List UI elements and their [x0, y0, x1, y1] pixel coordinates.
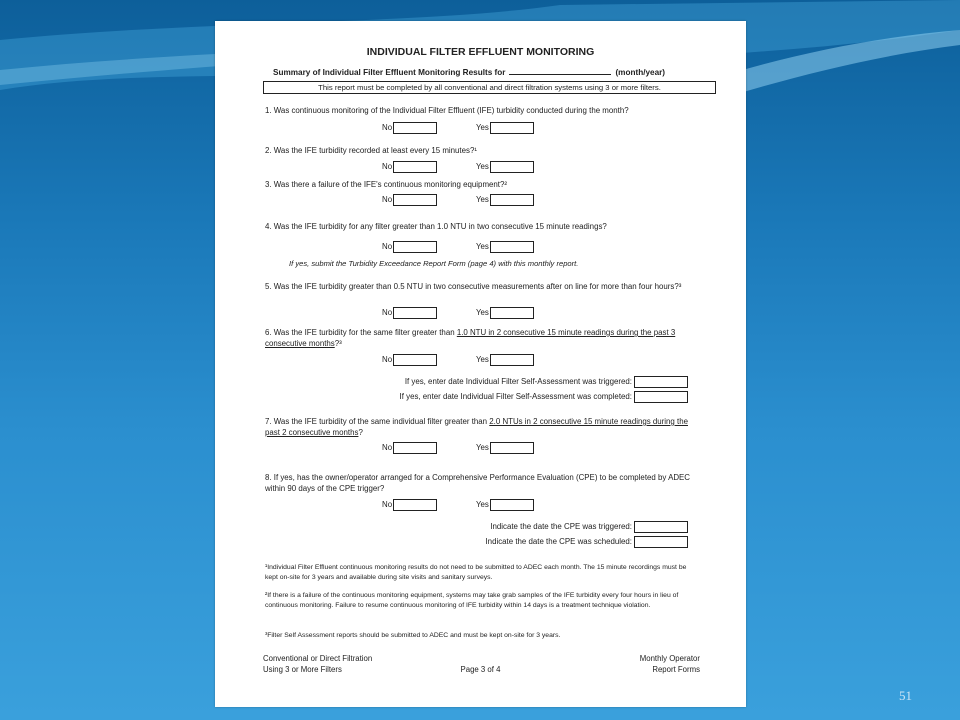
q3-yes [476, 194, 534, 206]
cpe-scheduled-label: Indicate the date the CPE was scheduled: [485, 537, 632, 547]
q1-yes [476, 122, 534, 134]
self-assessment-completed-label: If yes, enter date Individual Filter Self-Assessment was completed: [399, 392, 632, 402]
form-page [215, 21, 746, 707]
yes-label: Yes [476, 195, 489, 204]
footnote-1: ¹Individual Filter Effluent continuous monitoring results do not need to be submitted to ADEC each month. The 15 minute recordings must be kept on-site for 3 years and available during site visits and sanitary surveys. [265, 564, 687, 581]
q6-text: 6. Was the IFE turbidity for the same filter greater than [265, 328, 455, 337]
footnote-2: ²If there is a failure of the continuous monitoring equipment, systems may take grab samples of the IFE turbidity every four hours in lieu of continuous monitoring. Failure to resume continuous monitoring of IFE turbidity within 14 days is a treatment technique violation. [265, 592, 679, 609]
q6-no-box[interactable] [393, 354, 437, 366]
q8-no [382, 499, 437, 511]
cpe-scheduled-date-box[interactable] [634, 536, 688, 548]
q4-yes-box[interactable] [490, 241, 534, 253]
question-5: 5. Was the IFE turbidity greater than 0.5 NTU in two consecutive measurements after on line for more than four hours?³ [265, 282, 682, 291]
q8-no-box[interactable] [393, 499, 437, 511]
question-2: 2. Was the IFE turbidity recorded at least every 15 minutes?¹ [265, 146, 477, 155]
q8-yes-box[interactable] [490, 499, 534, 511]
self-assessment-completed [400, 391, 688, 403]
no-label: No [382, 308, 393, 317]
q6-end: ?³ [334, 339, 342, 348]
notice-box: This report must be completed by all conventional and direct filtration systems using 3 or more filters. [263, 81, 716, 94]
q4-no-box[interactable] [393, 241, 437, 253]
q5-no-box[interactable] [393, 307, 437, 319]
question-1: 1. Was continuous monitoring of the Individual Filter Effluent (IFE) turbidity conducted during the month? [265, 106, 629, 115]
q1-no-box[interactable] [393, 122, 437, 134]
yes-label: Yes [476, 162, 489, 171]
q7-underlined: 2.0 NTUs in 2 consecutive 15 minute readings during the past 2 consecutive months [265, 417, 688, 437]
yes-label: Yes [476, 123, 489, 132]
q6-yes-box[interactable] [490, 354, 534, 366]
form-title: INDIVIDUAL FILTER EFFLUENT MONITORING [366, 46, 595, 58]
footnote-3: ³Filter Self Assessment reports should be submitted to ADEC and must be kept on-site for 3 years. [265, 632, 561, 639]
q5-yes-box[interactable] [490, 307, 534, 319]
slide-number: 51 [899, 688, 912, 703]
yes-label: Yes [476, 500, 489, 509]
question-3: 3. Was there a failure of the IFE's continuous monitoring equipment?² [265, 180, 508, 189]
q3-no [382, 194, 437, 206]
q3-no-box[interactable] [393, 194, 437, 206]
q6-yes [476, 354, 534, 366]
q2-yes-box[interactable] [490, 161, 534, 173]
q1-yes-box[interactable] [490, 122, 534, 134]
self-assessment-triggered-label: If yes, enter date Individual Filter Self-Assessment was triggered: [404, 377, 632, 387]
q8-yes [476, 499, 534, 511]
q3-yes-box[interactable] [490, 194, 534, 206]
q5-yes [476, 307, 534, 319]
summary-label: Summary of Individual Filter Effluent Monitoring Results for [273, 68, 506, 77]
footer-left-line-2: Using 3 or More Filters [263, 665, 342, 674]
self-assessment-completed-date-box[interactable] [634, 391, 688, 403]
yes-label: Yes [476, 443, 489, 452]
q7-end: ? [358, 428, 363, 437]
no-label: No [382, 123, 393, 132]
no-label: No [382, 242, 393, 251]
no-label: No [382, 355, 393, 364]
q6-underlined: 1.0 NTU in 2 consecutive 15 minute readings during the past 3 consecutive months [265, 328, 676, 348]
page-number: Page 3 of 4 [460, 665, 501, 674]
q1-no [382, 122, 437, 134]
q6-no [382, 354, 437, 366]
month-year-blank[interactable] [509, 67, 611, 75]
q4-yes [476, 241, 534, 253]
q5-no [382, 307, 437, 319]
q7-no [382, 442, 437, 454]
yes-label: Yes [476, 355, 489, 364]
no-label: No [382, 500, 393, 509]
q7-text: 7. Was the IFE turbidity of the same individual filter greater than [265, 417, 488, 426]
q2-no-box[interactable] [393, 161, 437, 173]
no-label: No [382, 162, 393, 171]
footer-left-line-1: Conventional or Direct Filtration [263, 654, 373, 663]
yes-label: Yes [476, 308, 489, 317]
q7-no-box[interactable] [393, 442, 437, 454]
yes-label: Yes [476, 242, 489, 251]
q2-no [382, 161, 437, 173]
summary-line [273, 67, 665, 77]
cpe-triggered-date-box[interactable] [634, 521, 688, 533]
question-6 [265, 327, 690, 349]
footer-right-line-2: Report Forms [652, 665, 700, 674]
q7-yes-box[interactable] [490, 442, 534, 454]
cpe-scheduled [485, 536, 688, 548]
q4-note: If yes, submit the Turbidity Exceedance Report Form (page 4) with this monthly report. [289, 259, 579, 268]
footer-right-line-1: Monthly Operator [639, 654, 700, 663]
q7-yes [476, 442, 534, 454]
self-assessment-triggered [405, 376, 688, 388]
question-4: 4. Was the IFE turbidity for any filter greater than 1.0 NTU in two consecutive 15 minute readings? [265, 222, 607, 231]
q4-no [382, 241, 437, 253]
no-label: No [382, 443, 393, 452]
summary-period: (month/year) [615, 68, 666, 77]
question-8: 8. If yes, has the owner/operator arranged for a Comprehensive Performance Evaluation (CPE) to be completed by ADEC within 90 days of the CPE trigger? [265, 473, 690, 493]
question-7 [265, 416, 690, 438]
no-label: No [382, 195, 393, 204]
self-assessment-triggered-date-box[interactable] [634, 376, 688, 388]
q2-yes [476, 161, 534, 173]
footer-right [640, 653, 700, 675]
cpe-triggered [490, 521, 688, 533]
cpe-triggered-label: Indicate the date the CPE was triggered: [490, 522, 632, 532]
